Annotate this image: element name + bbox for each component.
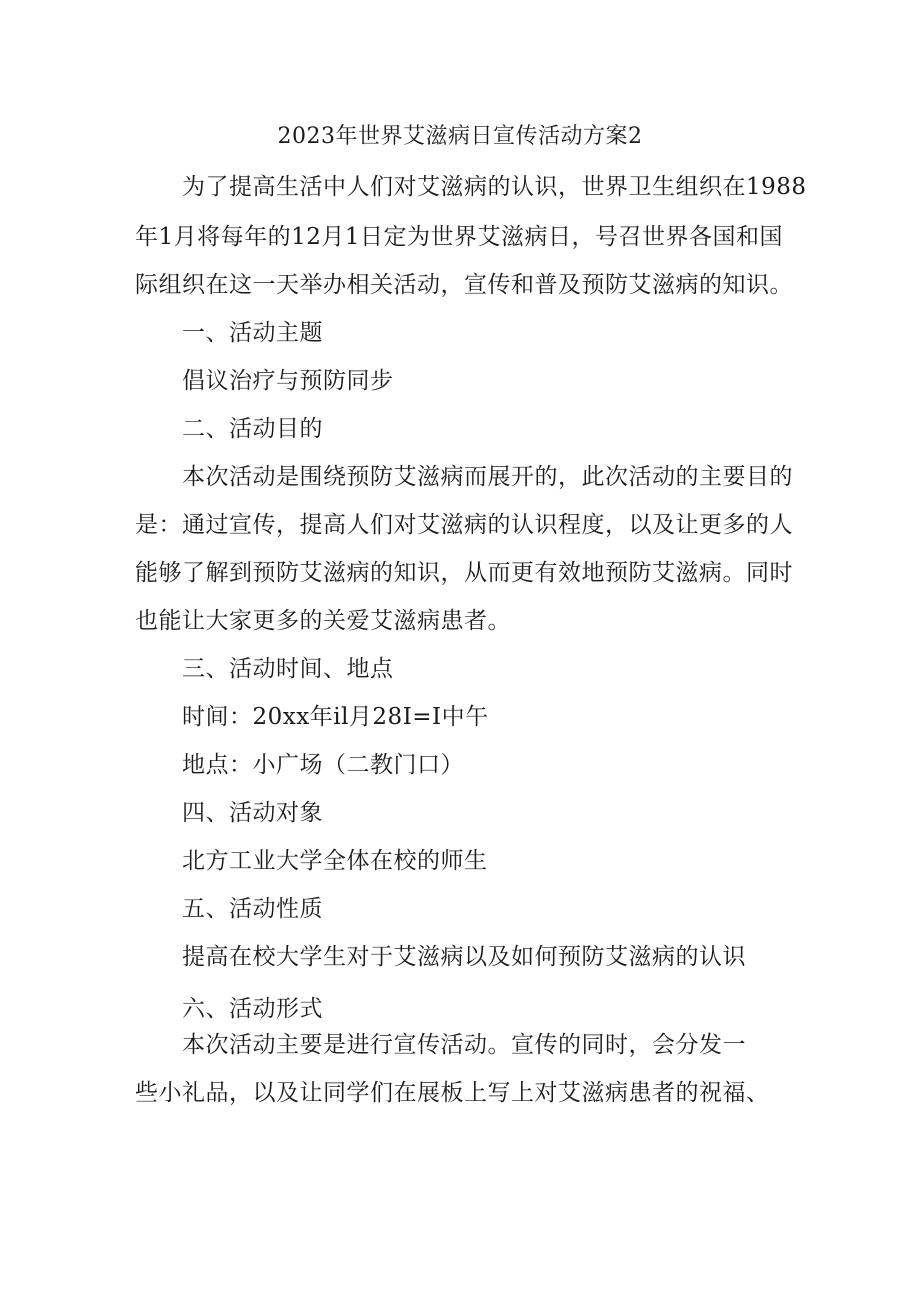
section4-text: 北方工业大学全体在校的师生 bbox=[182, 848, 488, 874]
section4-heading: 四、活动对象 bbox=[182, 800, 323, 826]
intro-line-1: 为了提高生活中人们对艾滋病的认识，世界卫生组织在1988 bbox=[182, 174, 807, 200]
section2-heading: 二、活动目的 bbox=[182, 416, 323, 442]
section1-heading: 一、活动主题 bbox=[182, 320, 323, 346]
section2-line-3: 能够了解到预防艾滋病的知识，从而更有效地预防艾滋病。同时 bbox=[135, 560, 793, 586]
section5-heading: 五、活动性质 bbox=[182, 896, 323, 922]
section2-line-4: 也能让大家更多的关爱艾滋病患者。 bbox=[135, 608, 511, 634]
intro-line-2: 年1月将每年的12月1日定为世界艾滋病日，号召世界各国和国 bbox=[135, 224, 784, 250]
section3-place: 地点：小广场（二教门口） bbox=[182, 752, 464, 778]
section6-heading: 六、活动形式 bbox=[182, 996, 323, 1022]
section2-line-1: 本次活动是围绕预防艾滋病而展开的，此次活动的主要目的 bbox=[182, 464, 793, 490]
section2-line-2: 是：通过宣传，提高人们对艾滋病的认识程度，以及让更多的人 bbox=[135, 512, 793, 538]
section3-time: 时间：20xx年il月28I=I中午 bbox=[182, 704, 489, 730]
intro-line-3: 际组织在这一天举办相关活动，宣传和普及预防艾滋病的知识。 bbox=[135, 272, 793, 298]
section3-heading: 三、活动时间、地点 bbox=[182, 656, 394, 682]
document-title: 2023年世界艾滋病日宣传活动方案2 bbox=[277, 124, 643, 149]
section5-text: 提高在校大学生对于艾滋病以及如何预防艾滋病的认识 bbox=[182, 944, 746, 970]
section6-line-1: 本次活动主要是进行宣传活动。宣传的同时，会分发一 bbox=[182, 1032, 746, 1058]
section1-text: 倡议治疗与预防同步 bbox=[182, 368, 394, 394]
section6-line-2: 些小礼品，以及让同学们在展板上写上对艾滋病患者的祝福、 bbox=[135, 1080, 770, 1106]
